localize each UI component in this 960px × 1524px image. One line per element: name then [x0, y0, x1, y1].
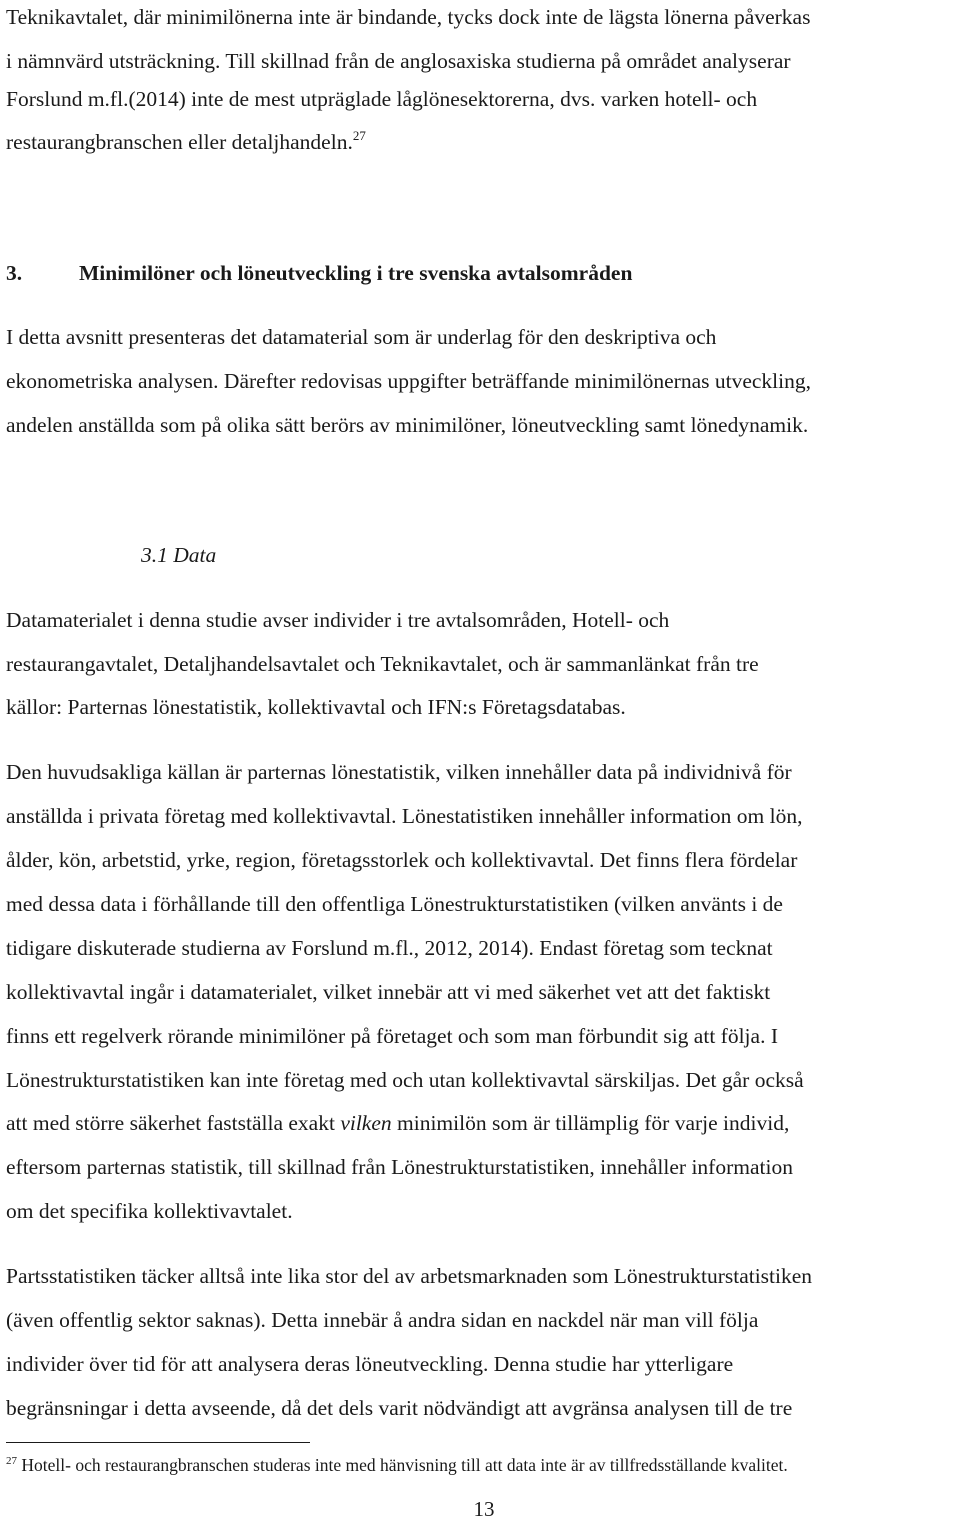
body-line: källor: Parternas lönestatistik, kollektivavtal och IFN:s Företagsdatabas. — [6, 695, 626, 719]
body-line: Lönestrukturstatistiken kan inte företag med och utan kollektivavtal särskiljas. Det går också — [6, 1068, 804, 1092]
subsection-heading: 3.1 Data — [141, 543, 217, 567]
body-line: begränsningar i detta avseende, då det dels varit nödvändigt att avgränsa analysen till de tre — [6, 1396, 793, 1420]
body-line: Forslund m.fl.(2014) inte de mest utpräglade låglönesektorerna, dvs. varken hotell- och — [6, 87, 758, 111]
page-number: 13 — [473, 1497, 495, 1521]
section-number: 3. — [6, 261, 23, 285]
body-line: andelen anställda som på olika sätt berörs av minimilöner, löneutveckling samt lönedynamik. — [6, 413, 809, 437]
body-line: individer över tid för att analysera deras löneutveckling. Denna studie har ytterligare — [6, 1352, 734, 1376]
section-heading — [6, 258, 632, 288]
body-line-text: att med större säkerhet fastställa exakt — [6, 1111, 341, 1135]
body-line: med dessa data i förhållande till den offentliga Lönestrukturstatistiken (vilken använts i de — [6, 892, 783, 916]
body-line-text: minimilön som är tillämplig för varje individ, — [391, 1111, 790, 1135]
body-line: i nämnvärd utsträckning. Till skillnad från de anglosaxiska studierna på området analyserar — [6, 49, 791, 73]
footnote-reference: 27 — [352, 128, 366, 143]
body-line: om det specifika kollektivavtalet. — [6, 1199, 293, 1223]
body-line: ålder, kön, arbetstid, yrke, region, företagsstorlek och kollektivavtal. Det finns flera fördelar — [6, 848, 798, 872]
footnote-number: 27 — [6, 1455, 17, 1467]
body-line: Den huvudsakliga källan är parternas lönestatistik, vilken innehåller data på individnivå för — [6, 760, 792, 784]
body-line-text: restaurangbranschen eller detaljhandeln. — [6, 130, 353, 154]
footnote-divider — [6, 1442, 310, 1443]
body-line: ekonometriska analysen. Därefter redovisas uppgifter beträffande minimilönernas utveckling, — [6, 369, 811, 393]
body-line — [6, 1108, 789, 1138]
body-line: eftersom parternas statistik, till skillnad från Lönestrukturstatistiken, innehåller information — [6, 1155, 793, 1179]
emphasis-text: vilken — [340, 1111, 392, 1135]
body-line: I detta avsnitt presenteras det datamaterial som är underlag för den deskriptiva och — [6, 325, 717, 349]
body-line: finns ett regelverk rörande minimilöner på företaget och som man förbundit sig att följa. I — [6, 1024, 778, 1048]
body-line: (även offentlig sektor saknas). Detta innebär å andra sidan en nackdel när man vill följa — [6, 1308, 759, 1332]
body-line — [6, 127, 366, 157]
footnote-text: Hotell- och restaurangbranschen studeras inte med hänvisning till att data inte är av tillfredsställande kvalitet. — [21, 1455, 788, 1475]
footnote — [6, 1453, 788, 1477]
body-line: tidigare diskuterade studierna av Forslund m.fl., 2012, 2014). Endast företag som tecknat — [6, 936, 773, 960]
body-line: restaurangavtalet, Detaljhandelsavtalet och Teknikavtalet, och är sammanlänkat från tre — [6, 652, 759, 676]
body-line: anställda i privata företag med kollektivavtal. Lönestatistiken innehåller information om lön, — [6, 804, 803, 828]
body-line: kollektivavtal ingår i datamaterialet, vilket innebär att vi med säkerhet vet att det faktiskt — [6, 980, 771, 1004]
body-line: Partsstatistiken täcker alltså inte lika stor del av arbetsmarknaden som Lönestrukturstatistiken — [6, 1264, 813, 1288]
body-line: Datamaterialet i denna studie avser individer i tre avtalsområden, Hotell- och — [6, 608, 670, 632]
section-title: Minimilöner och löneutveckling i tre svenska avtalsområden — [79, 261, 633, 285]
body-line: Teknikavtalet, där minimilönerna inte är bindande, tycks dock inte de lägsta lönerna påverkas — [6, 5, 811, 29]
